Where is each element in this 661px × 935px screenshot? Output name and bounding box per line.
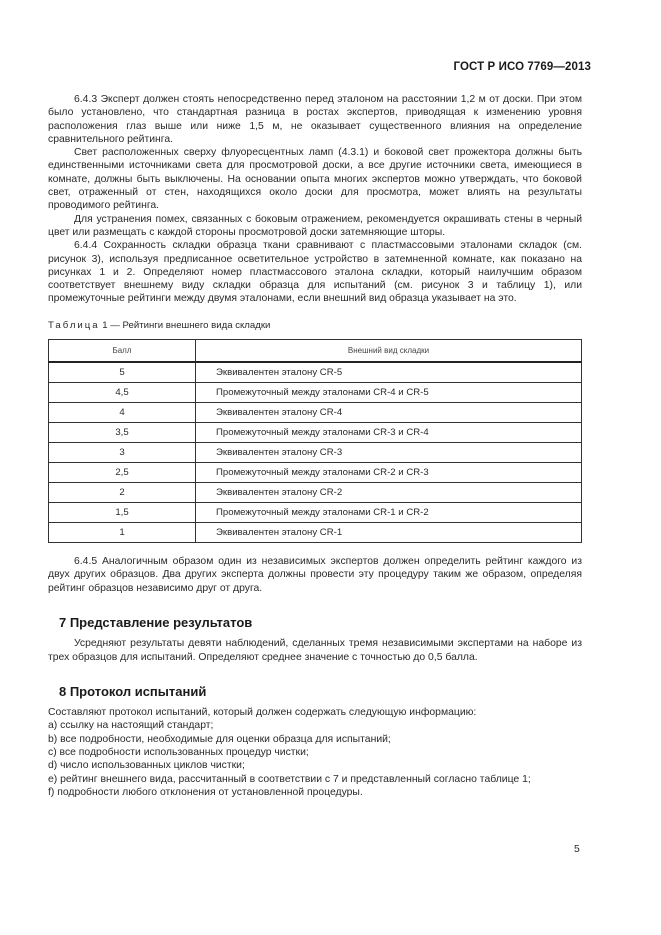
page-content [48, 93, 582, 799]
paragraph-lighting: Свет расположенных сверху флуоресцентных ламп (4.3.1) и боковой свет прожектора должны быть единственными источниками света для просмотровой доски, а все другие источники света, имеющиеся в комнате, должны быть выключены. На основании опыта многих экспертов можно утверждать, что боковой свет, отраженный от стен, находящихся около доски для просмотра, может влиять на результаты проводимого рейтинга. [48, 147, 582, 212]
section-7-text: Усредняют результаты девяти наблюдений, сделанных тремя независимыми экспертами на наборе из трех образцов для испытаний. Определяют среднее значение с точностью до 0,5 балла. [48, 638, 582, 663]
list-item: d) число использованных циклов чистки; [48, 760, 245, 772]
table-caption [48, 319, 582, 332]
score-cell: 1 [49, 523, 196, 543]
list-item: f) подробности любого отклонения от установленной процедуры. [48, 786, 363, 798]
score-cell: 2 [49, 483, 196, 503]
table-caption-label: Таблица [48, 319, 100, 331]
list-item: e) рейтинг внешнего вида, рассчитанный в соответствии с 7 и представленный согласно таблице 1; [48, 773, 531, 785]
ratings-table [48, 339, 582, 543]
list-item: a) ссылку на настоящий стандарт; [48, 720, 214, 732]
table-caption-text: 1 — Рейтинги внешнего вида складки [99, 319, 271, 331]
table-row [49, 403, 582, 423]
column-header-appearance: Внешний вид складки [196, 340, 582, 363]
appearance-cell: Эквивалентен эталону CR-5 [196, 362, 582, 383]
table-row [49, 383, 582, 403]
appearance-cell: Промежуточный между эталонами CR-3 и CR-4 [196, 423, 582, 443]
table-row [49, 503, 582, 523]
appearance-cell: Эквивалентен эталону CR-2 [196, 483, 582, 503]
score-cell: 4,5 [49, 383, 196, 403]
score-cell: 2,5 [49, 463, 196, 483]
table-row [49, 463, 582, 483]
page-number: 5 [574, 844, 580, 855]
section-8-heading: 8 Протокол испытаний [59, 683, 207, 699]
score-cell: 3,5 [49, 423, 196, 443]
document-code-header: ГОСТ Р ИСО 7769—2013 [453, 61, 591, 73]
section-8-intro: Составляют протокол испытаний, который должен содержать следующую информацию: [48, 707, 477, 719]
list-item: b) все подробности, необходимые для оценки образца для испытаний; [48, 733, 391, 745]
table-header-row [49, 340, 582, 363]
appearance-cell: Промежуточный между эталонами CR-4 и CR-5 [196, 383, 582, 403]
appearance-cell: Промежуточный между эталонами CR-2 и CR-3 [196, 463, 582, 483]
paragraph-6-4-4: 6.4.4 Сохранность складки образца ткани сравнивают с пластмассовыми эталонами складок (см. рисунок 3), используя предписанное осветительное устройство в затемненной комнате, как показано на рисунках 1 и 2. Определяют номер пластмассового эталона складки, который наилучшим образом соответствует внешнему виду складки образца для испытаний (см. рисунок 3 и таблицу 1), или промежуточные рейтинги между двумя эталонами, если внешний вид образца указывает на это. [48, 240, 582, 305]
paragraph-reflection: Для устранения помех, связанных с боковым отражением, рекомендуется окрашивать стены в черный цвет или размещать с каждой стороны просмотровой доски затемняющие шторы. [48, 213, 582, 238]
appearance-cell: Эквивалентен эталону CR-4 [196, 403, 582, 423]
list-item: c) все подробности использованных процедур чистки; [48, 747, 309, 759]
table-row [49, 423, 582, 443]
score-cell: 4 [49, 403, 196, 423]
section-8-list [48, 706, 582, 799]
table-row [49, 483, 582, 503]
column-header-score: Балл [49, 340, 196, 363]
score-cell: 1,5 [49, 503, 196, 523]
table-row [49, 362, 582, 383]
score-cell: 3 [49, 443, 196, 463]
paragraph-6-4-5: 6.4.5 Аналогичным образом один из независимых экспертов должен определить рейтинг каждого из двух других образцов. Два других эксперта должны провести эту процедуру таким же образом, определяя рейтинг образцов независимо друг от друга. [48, 556, 582, 594]
table-row [49, 443, 582, 463]
score-cell: 5 [49, 362, 196, 383]
appearance-cell: Эквивалентен эталону CR-3 [196, 443, 582, 463]
appearance-cell: Эквивалентен эталону CR-1 [196, 523, 582, 543]
appearance-cell: Промежуточный между эталонами CR-1 и CR-2 [196, 503, 582, 523]
section-7-heading: 7 Представление результатов [59, 614, 253, 630]
table-row [49, 523, 582, 543]
paragraph-6-4-3: 6.4.3 Эксперт должен стоять непосредственно перед эталоном на расстоянии 1,2 м от доски. При этом было установлено, что стандартная разница в ростах экспертов, приводящая к изменению уровня расположения глаз выше или ниже 1,5 м, не оказывает существенного влияния на определение сравнительного рейтинга. [48, 94, 582, 145]
